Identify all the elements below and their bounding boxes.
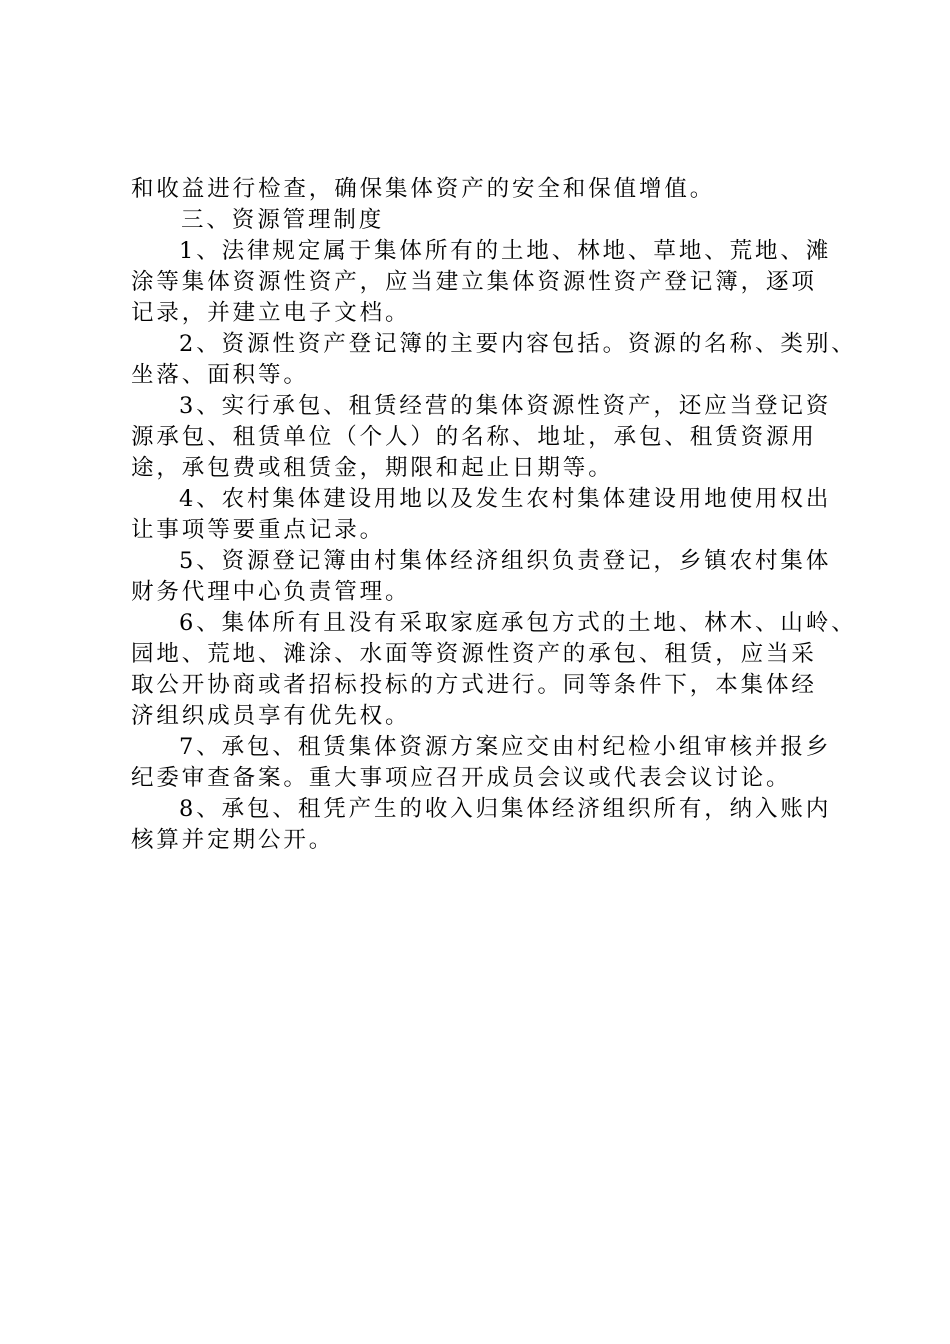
text-line: 4、农村集体建设用地以及发生农村集体建设用地使用权出 xyxy=(179,486,832,512)
text-line: 纪委审查备案。重大事项应召开成员会议或代表会议讨论。 xyxy=(131,765,792,791)
document-body xyxy=(131,174,857,856)
text-line: 5、资源登记簿由村集体经济组织负责登记，乡镇农村集体 xyxy=(179,548,832,574)
text-line: 3、实行承包、租赁经营的集体资源性资产，还应当登记资 xyxy=(179,393,832,419)
text-line: 涂等集体资源性资产，应当建立集体资源性资产登记簿，逐项 xyxy=(131,269,817,295)
text-line: 记录，并建立电子文档。 xyxy=(131,300,411,326)
text-line: 坐落、面积等。 xyxy=(131,362,309,388)
text-line: 和收益进行检查，确保集体资产的安全和保值增值。 xyxy=(131,176,716,202)
text-line: 2、资源性资产登记簿的主要内容包括。资源的名称、类别、 xyxy=(179,331,857,357)
text-line: 园地、荒地、滩涂、水面等资源性资产的承包、租赁，应当采 xyxy=(131,641,817,667)
text-line: 7、承包、租赁集体资源方案应交由村纪检小组审核并报乡 xyxy=(179,734,832,760)
text-line: 取公开协商或者招标投标的方式进行。同等条件下，本集体经 xyxy=(131,672,817,698)
text-line: 6、集体所有且没有采取家庭承包方式的土地、林木、山岭、 xyxy=(179,610,857,636)
text-line: 核算并定期公开。 xyxy=(131,827,335,853)
text-line: 源承包、租赁单位（个人）的名称、地址，承包、租赁资源用 xyxy=(131,424,817,450)
section-heading: 三、资源管理制度 xyxy=(181,207,385,233)
text-line: 济组织成员享有优先权。 xyxy=(131,703,411,729)
text-line: 财务代理中心负责管理。 xyxy=(131,579,411,605)
text-line: 让事项等要重点记录。 xyxy=(131,517,386,543)
text-line: 1、法律规定属于集体所有的土地、林地、草地、荒地、滩 xyxy=(179,238,832,264)
text-line: 8、承包、租凭产生的收入归集体经济组织所有，纳入账内 xyxy=(179,796,832,822)
text-line: 途，承包费或租赁金，期限和起止日期等。 xyxy=(131,455,614,481)
